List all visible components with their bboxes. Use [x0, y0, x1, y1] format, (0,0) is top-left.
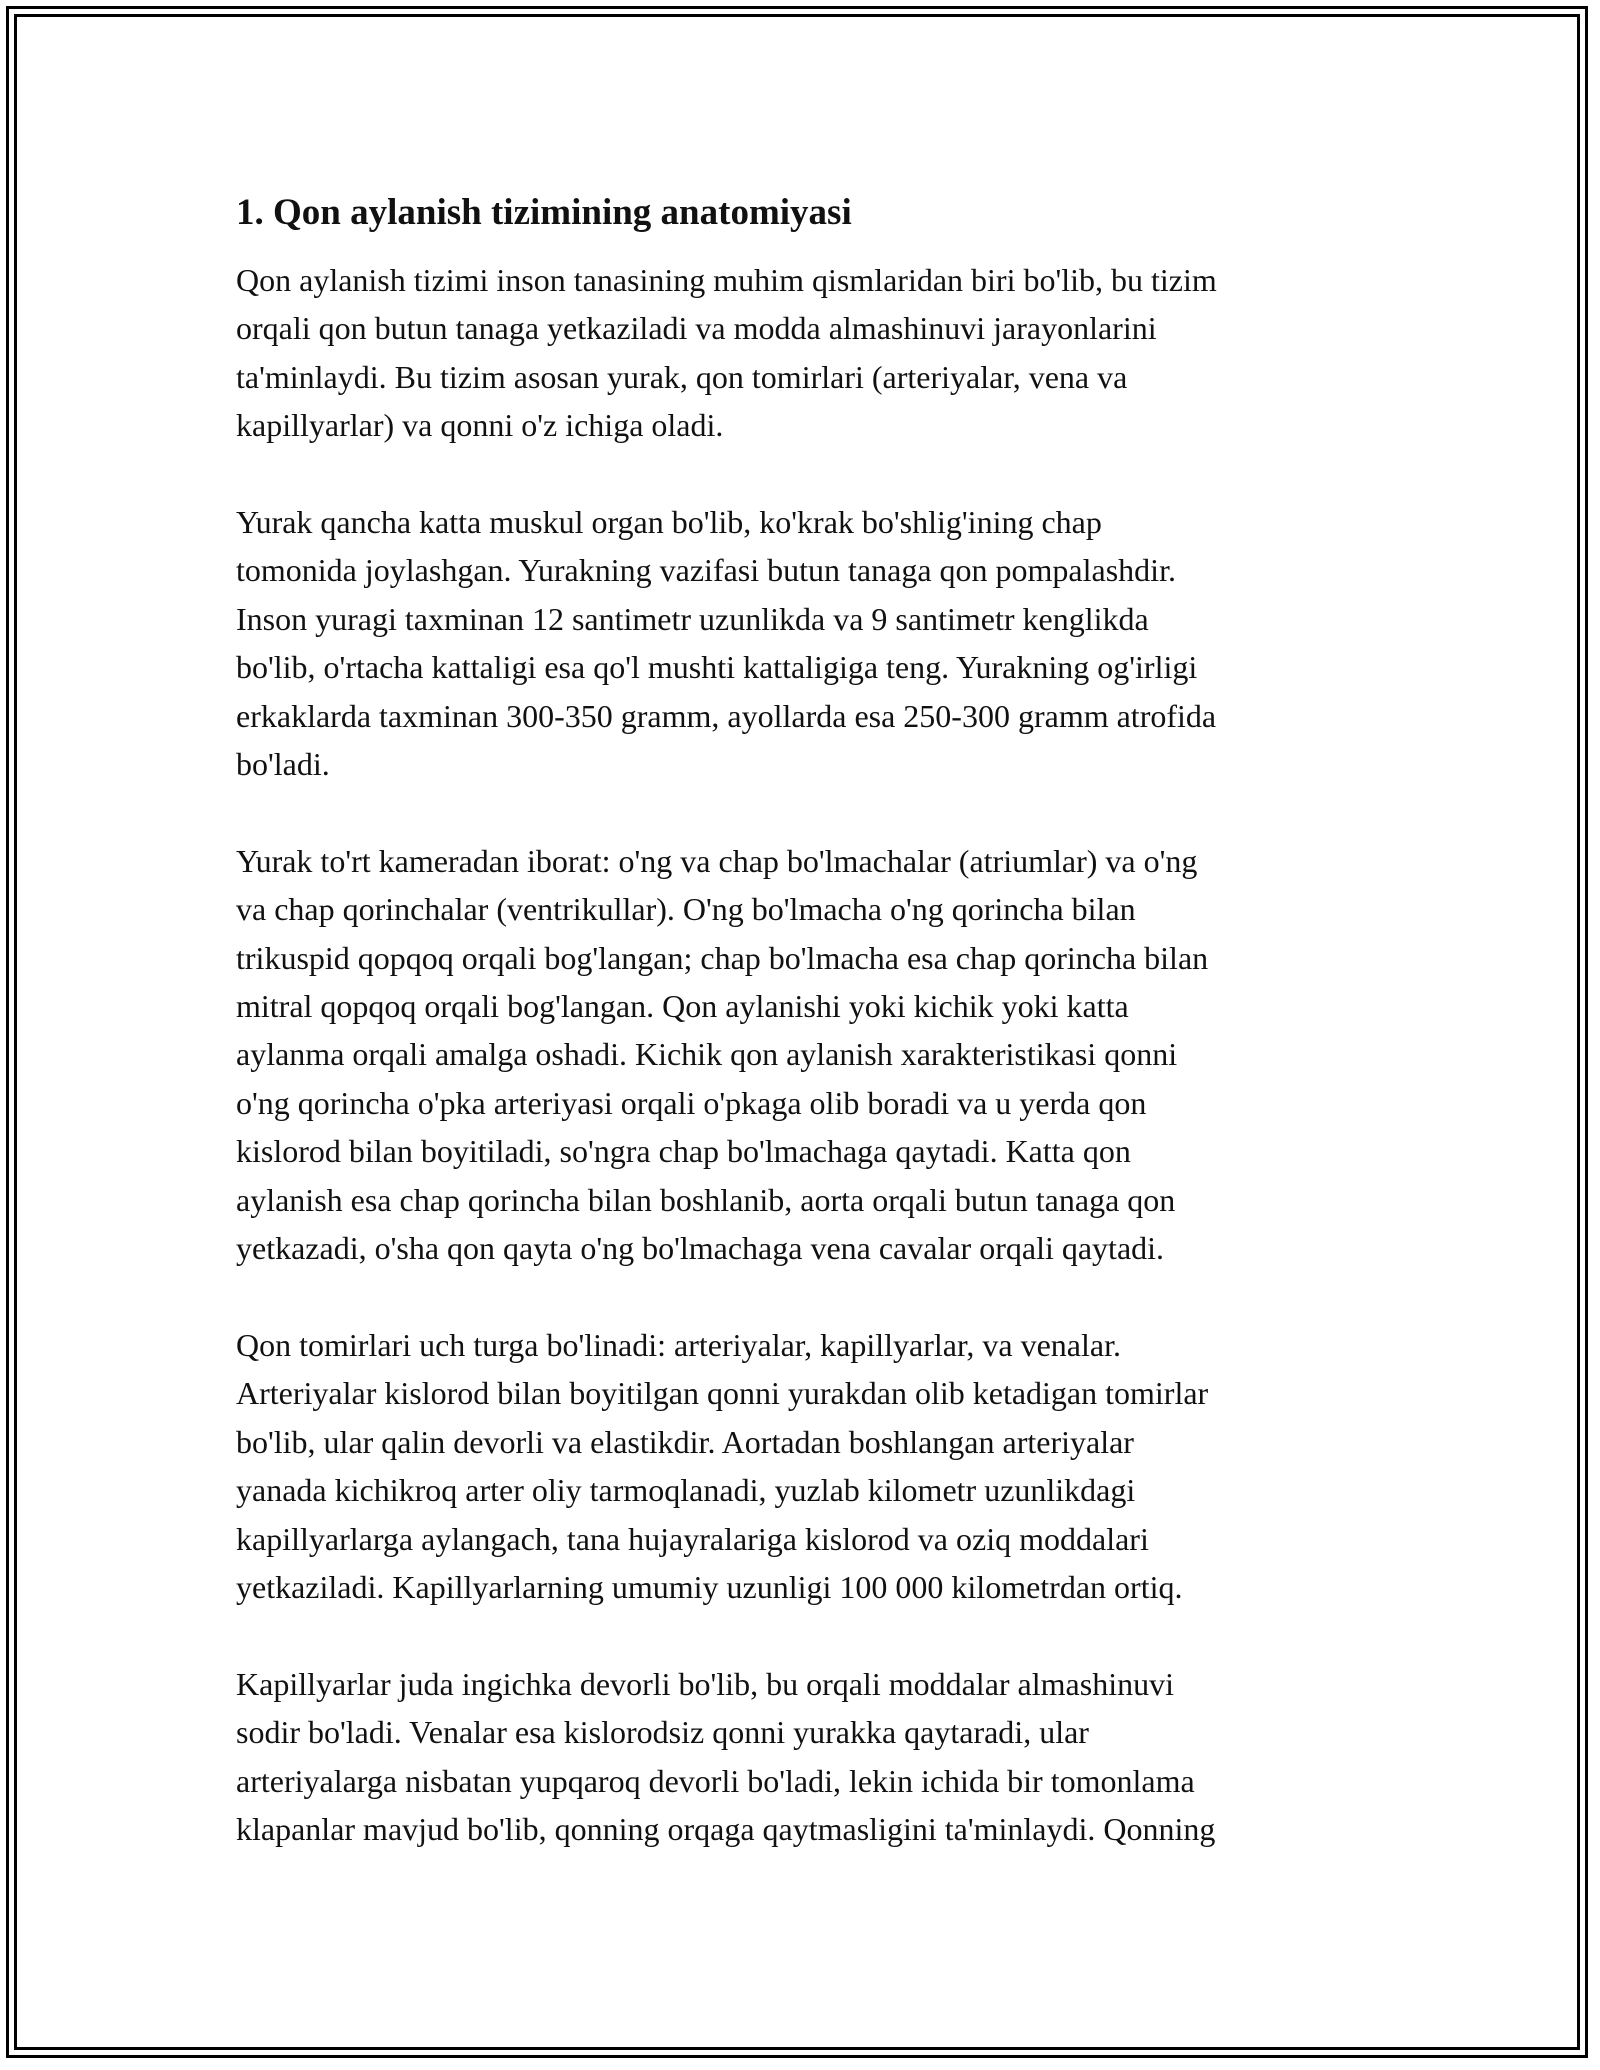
- text-line: o'ng qorincha o'pka arteriyasi orqali o'pkaga olib boradi va u yerda qon: [236, 1084, 1147, 1121]
- text-line: bo'lib, ular qalin devorli va elastikdir. Aortadan boshlangan arteriyalar: [236, 1423, 1134, 1460]
- text-line: bo'ladi.: [236, 746, 330, 783]
- text-line: kislorod bilan boyitiladi, so'ngra chap bo'lmachaga qaytadi. Katta qon: [236, 1133, 1131, 1170]
- text-line: mitral qopqoq orqali bog'langan. Qon aylanishi yoki kichik yoki katta: [236, 988, 1129, 1025]
- section-heading: 1. Qon aylanish tizimining anatomiyasi: [236, 192, 852, 233]
- text-line: tomonida joylashgan. Yurakning vazifasi butun tanaga qon pompalashdir.: [236, 552, 1176, 589]
- text-line: aylanma orqali amalga oshadi. Kichik qon aylanish xarakteristikasi qonni: [236, 1036, 1178, 1073]
- document-body: [236, 188, 1371, 1902]
- paragraph-vessels: [236, 1321, 1371, 1611]
- paragraph-chambers: [236, 837, 1371, 1273]
- text-line: trikuspid qopqoq orqali bog'langan; chap bo'lmacha esa chap qorincha bilan: [236, 939, 1209, 976]
- text-line: Yurak to'rt kameradan iborat: o'ng va chap bo'lmachalar (atriumlar) va o'ng: [236, 842, 1198, 879]
- text-line: Qon tomirlari uch turga bo'linadi: arteriyalar, kapillyarlar, va venalar.: [236, 1326, 1121, 1363]
- text-line: va chap qorinchalar (ventrikullar). O'ng bo'lmacha o'ng qorincha bilan: [236, 891, 1136, 928]
- text-line: kapillyarlarga aylangach, tana hujayralariga kislorod va oziq moddalari: [236, 1520, 1149, 1557]
- paragraph-heart: [236, 498, 1371, 788]
- text-line: Kapillyarlar juda ingichka devorli bo'lib, bu orqali moddalar almashinuvi: [236, 1665, 1174, 1702]
- text-line: orqali qon butun tanaga yetkaziladi va modda almashinuvi jarayonlarini: [236, 310, 1157, 347]
- text-line: Arteriyalar kislorod bilan boyitilgan qonni yurakdan olib ketadigan tomirlar: [236, 1375, 1209, 1412]
- text-line: Inson yuragi taxminan 12 santimetr uzunlikda va 9 santimetr kenglikda: [236, 600, 1149, 637]
- text-line: Qon aylanish tizimi inson tanasining muhim qismlaridan biri bo'lib, bu tizim: [236, 262, 1217, 298]
- text-line: yetkazadi, o'sha qon qayta o'ng bo'lmachaga vena cavalar orqali qaytadi.: [236, 1230, 1165, 1267]
- paragraph-capillaries: [236, 1660, 1371, 1854]
- text-line: sodir bo'ladi. Venalar esa kislorodsiz qonni yurakka qaytaradi, ular: [236, 1714, 1089, 1751]
- text-line: bo'lib, o'rtacha kattaligi esa qo'l mushti kattaligiga teng. Yurakning og'irligi: [236, 649, 1198, 686]
- paragraph-intro: [236, 256, 1371, 450]
- text-line: klapanlar mavjud bo'lib, qonning orqaga qaytmasligini ta'minlaydi. Qonning: [236, 1810, 1216, 1847]
- text-line: erkaklarda taxminan 300-350 gramm, ayollarda esa 250-300 gramm atrofida: [236, 697, 1217, 734]
- text-line: yanada kichikroq arter oliy tarmoqlanadi, yuzlab kilometr uzunlikdagi: [236, 1472, 1136, 1509]
- text-line: kapillyarlar) va qonni o'z ichiga oladi.: [236, 407, 724, 444]
- text-line: arteriyalarga nisbatan yupqaroq devorli bo'ladi, lekin ichida bir tomonlama: [236, 1762, 1195, 1799]
- text-line: yetkaziladi. Kapillyarlarning umumiy uzunligi 100 000 kilometrdan ortiq.: [236, 1568, 1183, 1605]
- text-line: Yurak qancha katta muskul organ bo'lib, ko'krak bo'shlig'ining chap: [236, 504, 1102, 541]
- text-line: ta'minlaydi. Bu tizim asosan yurak, qon tomirlari (arteriyalar, vena va: [236, 358, 1128, 395]
- text-line: aylanish esa chap qorincha bilan boshlanib, aorta orqali butun tanaga qon: [236, 1181, 1176, 1218]
